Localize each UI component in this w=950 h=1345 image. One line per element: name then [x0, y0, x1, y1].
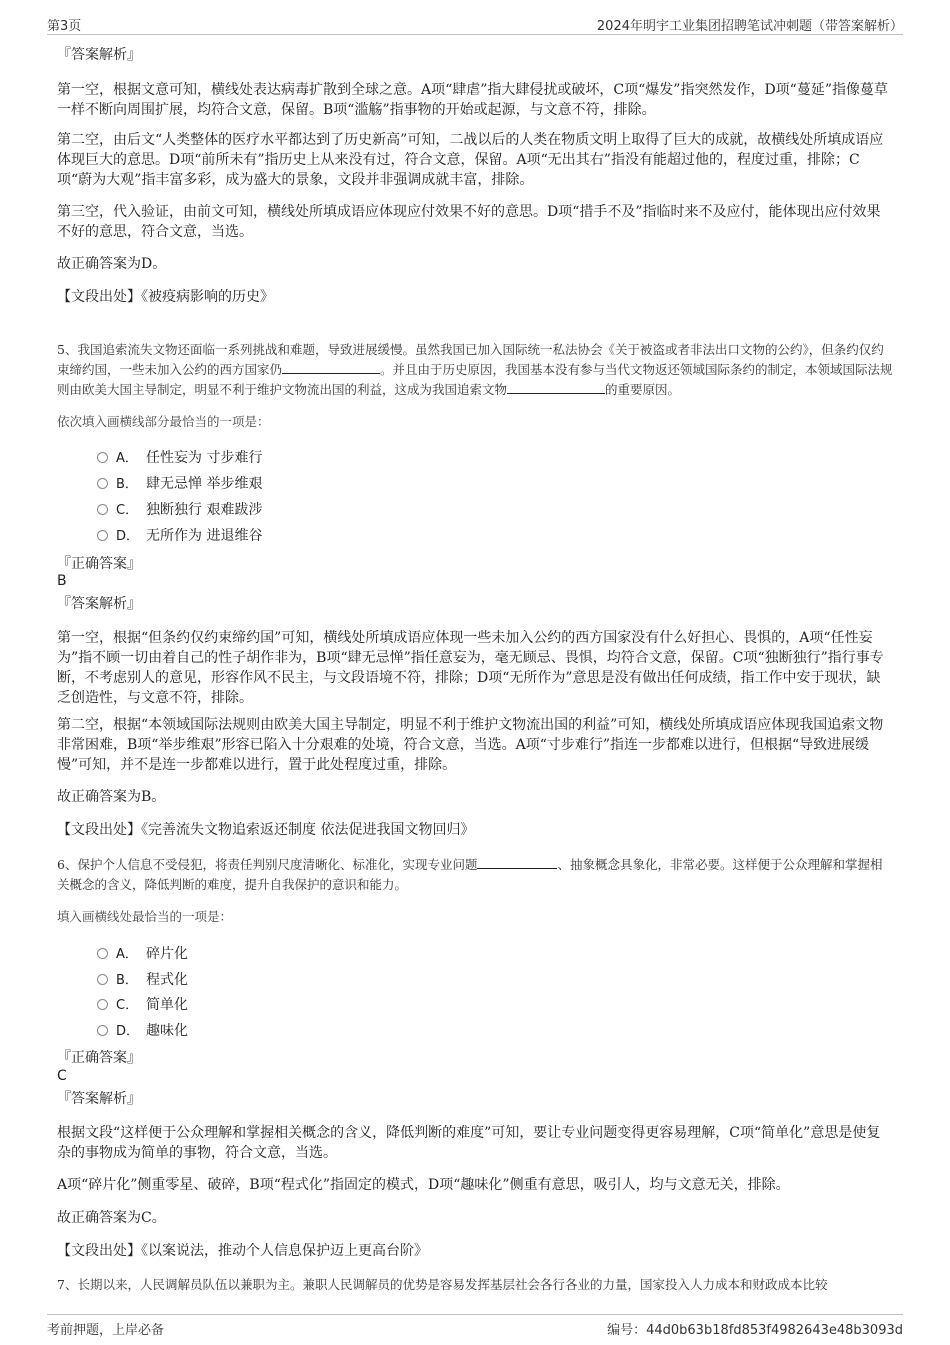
q6-option-d[interactable]: D． 趣味化 [97, 1021, 188, 1042]
q5-stem-part1: 5、我国追索流失文物还面临一系列挑战和难题，导致进展缓慢。虽然我国已加入国际统一私法协会《关于被盗或者非法出口文物的公约》，但条约仅约束缔约国，一些未加入公约的西方国家仍 [57, 342, 884, 377]
q6-stem [57, 855, 893, 895]
footer-slogan: 考前押题，上岸必备 [47, 1323, 165, 1338]
q4-analysis-para3: 第三空，代入验证，由前文可知，横线处所填成语应体现应付效果不好的意思。D项“措手不及”指临时来不及应付，能体现出应付效果不好的意思，符合文意，当选。 [57, 204, 881, 240]
q5-correct-label: 『正确答案』 [57, 556, 141, 572]
q5-analysis-para2: 第二空，根据“本领域国际法规则由欧美大国主导制定，明显不利于维护文物流出国的利益”可知，横线处所填成语应体现我国追索文物非常困难，B项“举步维艰”形容已陷入十分艰难的处境，符合文意，当选。A项“寸步难行”指连一步都难以进行，但根据“导致进展缓慢”可知，并不是连一步都难以进行，置于此处程度过重，排除。 [57, 717, 884, 773]
radio-icon[interactable] [97, 452, 108, 463]
q4-analysis-para2: 第二空，由后文“人类整体的医疗水平都达到了历史新高”可知，二战以后的人类在物质文明上取得了巨大的成就，故横线处所填成语应体现巨大的意思。D项“前所未有”指历史上从来没有过，符合文意，保留。A项“无出其右”指没有能超过他的，程度过重，排除；C项“蔚为大观”指丰富多彩，成为盛大的景象，文段并非强调成就丰富，排除。 [57, 132, 884, 188]
radio-icon[interactable] [97, 504, 108, 515]
radio-icon[interactable] [97, 478, 108, 489]
q6-stem-part2: 、抽象概念具象化，非常必要。这样便于公众理解和掌握相关概念的含义，降低判断的难度，提升自我保护的意识和能力。 [57, 857, 883, 892]
radio-icon[interactable] [97, 999, 108, 1010]
q5-analysis-label: 『答案解析』 [57, 596, 141, 612]
q5-stem-part3: 的重要原因。 [605, 382, 681, 397]
page-number: 第3页 [47, 19, 82, 34]
q4-analysis-label: 『答案解析』 [57, 47, 141, 63]
page-header [47, 12, 903, 35]
radio-icon[interactable] [97, 948, 108, 959]
q5-blank-1 [282, 360, 380, 374]
q5-analysis-para1: 第一空，根据“但条约仅约束缔约国”可知，横线处所填成语应体现一些未加入公约的西方国家没有什么好担心、畏惧的，A项“任性妄为”指不顾一切由着自己的性子胡作非为，B项“肆无忌惮”指任意妄为，毫无顾忌、畏惧，均符合文意，保留。C项“独断独行”指行事专断，不考虑别人的意见，形容作风不民主，与文段语境不符，排除；D项“无所作为”意思是没有做出任何成绩，指工作中安于现状，缺乏创造性，与文意不符，排除。 [57, 630, 884, 706]
q4-source: 【文段出处】《被疫病影响的历史》 [57, 289, 274, 305]
q5-correct-answer: B [57, 573, 67, 589]
q5-instruction: 依次填入画横线部分最恰当的一项是： [57, 414, 270, 429]
q5-stem-part2: 。并且由于历史原因，我国基本没有参与当代文物返还领域国际条约的制定，本领域国际法规则由欧美大国主导制定，明显不利于维护文物流出国的利益，这成为我国追索文物 [57, 362, 893, 397]
q5-option-b[interactable]: B． 肆无忌惮 举步维艰 [97, 474, 262, 495]
page-footer [47, 1314, 903, 1337]
footer-serial-number: 编号：44d0b63b18fd853f4982643e48b3093d [607, 1323, 903, 1338]
q6-correct-answer: C [57, 1068, 67, 1084]
q6-analysis-para1: 根据文段“这样便于公众理解和掌握相关概念的含义，降低判断的难度”可知，要让专业问题变得更容易理解，C项“简单化”意思是使复杂的事物成为简单的事物，符合文意，当选。 [57, 1125, 881, 1161]
q6-option-c[interactable]: C． 简单化 [97, 995, 188, 1016]
q6-blank [477, 855, 557, 869]
q6-conclusion: 故正确答案为C。 [57, 1210, 166, 1226]
radio-icon[interactable] [97, 974, 108, 985]
q6-analysis-label: 『答案解析』 [57, 1091, 141, 1107]
q6-stem-part1: 6、保护个人信息不受侵犯，将责任判别尺度清晰化、标准化，实现专业问题 [57, 857, 478, 872]
radio-icon[interactable] [97, 1025, 108, 1036]
q5-stem [57, 340, 893, 400]
q5-conclusion: 故正确答案为B。 [57, 789, 166, 805]
q5-option-c[interactable]: C． 独断独行 艰难跋涉 [97, 500, 262, 521]
q6-instruction: 填入画横线处最恰当的一项是： [57, 909, 233, 924]
q6-option-a[interactable]: A． 碎片化 [97, 944, 188, 965]
q5-blank-2 [507, 380, 605, 394]
q6-option-b[interactable]: B． 程式化 [97, 970, 188, 991]
q4-conclusion: 故正确答案为D。 [57, 256, 167, 272]
document-title: 2024年明宇工业集团招聘笔试冲刺题（带答案解析） [596, 19, 903, 34]
q5-source: 【文段出处】《完善流失文物追索返还制度 依法促进我国文物回归》 [57, 822, 475, 838]
q7-stem: 7、长期以来，人民调解员队伍以兼职为主。兼职人民调解员的优势是容易发挥基层社会各行各业的力量，国家投入人力成本和财政成本比较 [57, 1277, 828, 1292]
q6-source: 【文段出处】《以案说法，推动个人信息保护迈上更高台阶》 [57, 1243, 428, 1259]
q6-correct-label: 『正确答案』 [57, 1050, 141, 1066]
q6-analysis-para2: A项“碎片化”侧重零星、破碎，B项“程式化”指固定的模式，D项“趣味化”侧重有意思，吸引人，均与文意无关，排除。 [57, 1177, 790, 1193]
q5-option-d[interactable]: D． 无所作为 进退维谷 [97, 526, 262, 547]
q5-option-a[interactable]: A． 任性妄为 寸步难行 [97, 448, 262, 469]
radio-icon[interactable] [97, 530, 108, 541]
q4-analysis-para1: 第一空，根据文意可知，横线处表达病毒扩散到全球之意。A项“肆虐”指大肆侵扰或破坏，C项“爆发”指突然发作，D项“蔓延”指像蔓草一样不断向周围扩展，均符合文意，保留。B项“滥觞”指事物的开始或起源，与文意不符，排除。 [57, 82, 888, 118]
